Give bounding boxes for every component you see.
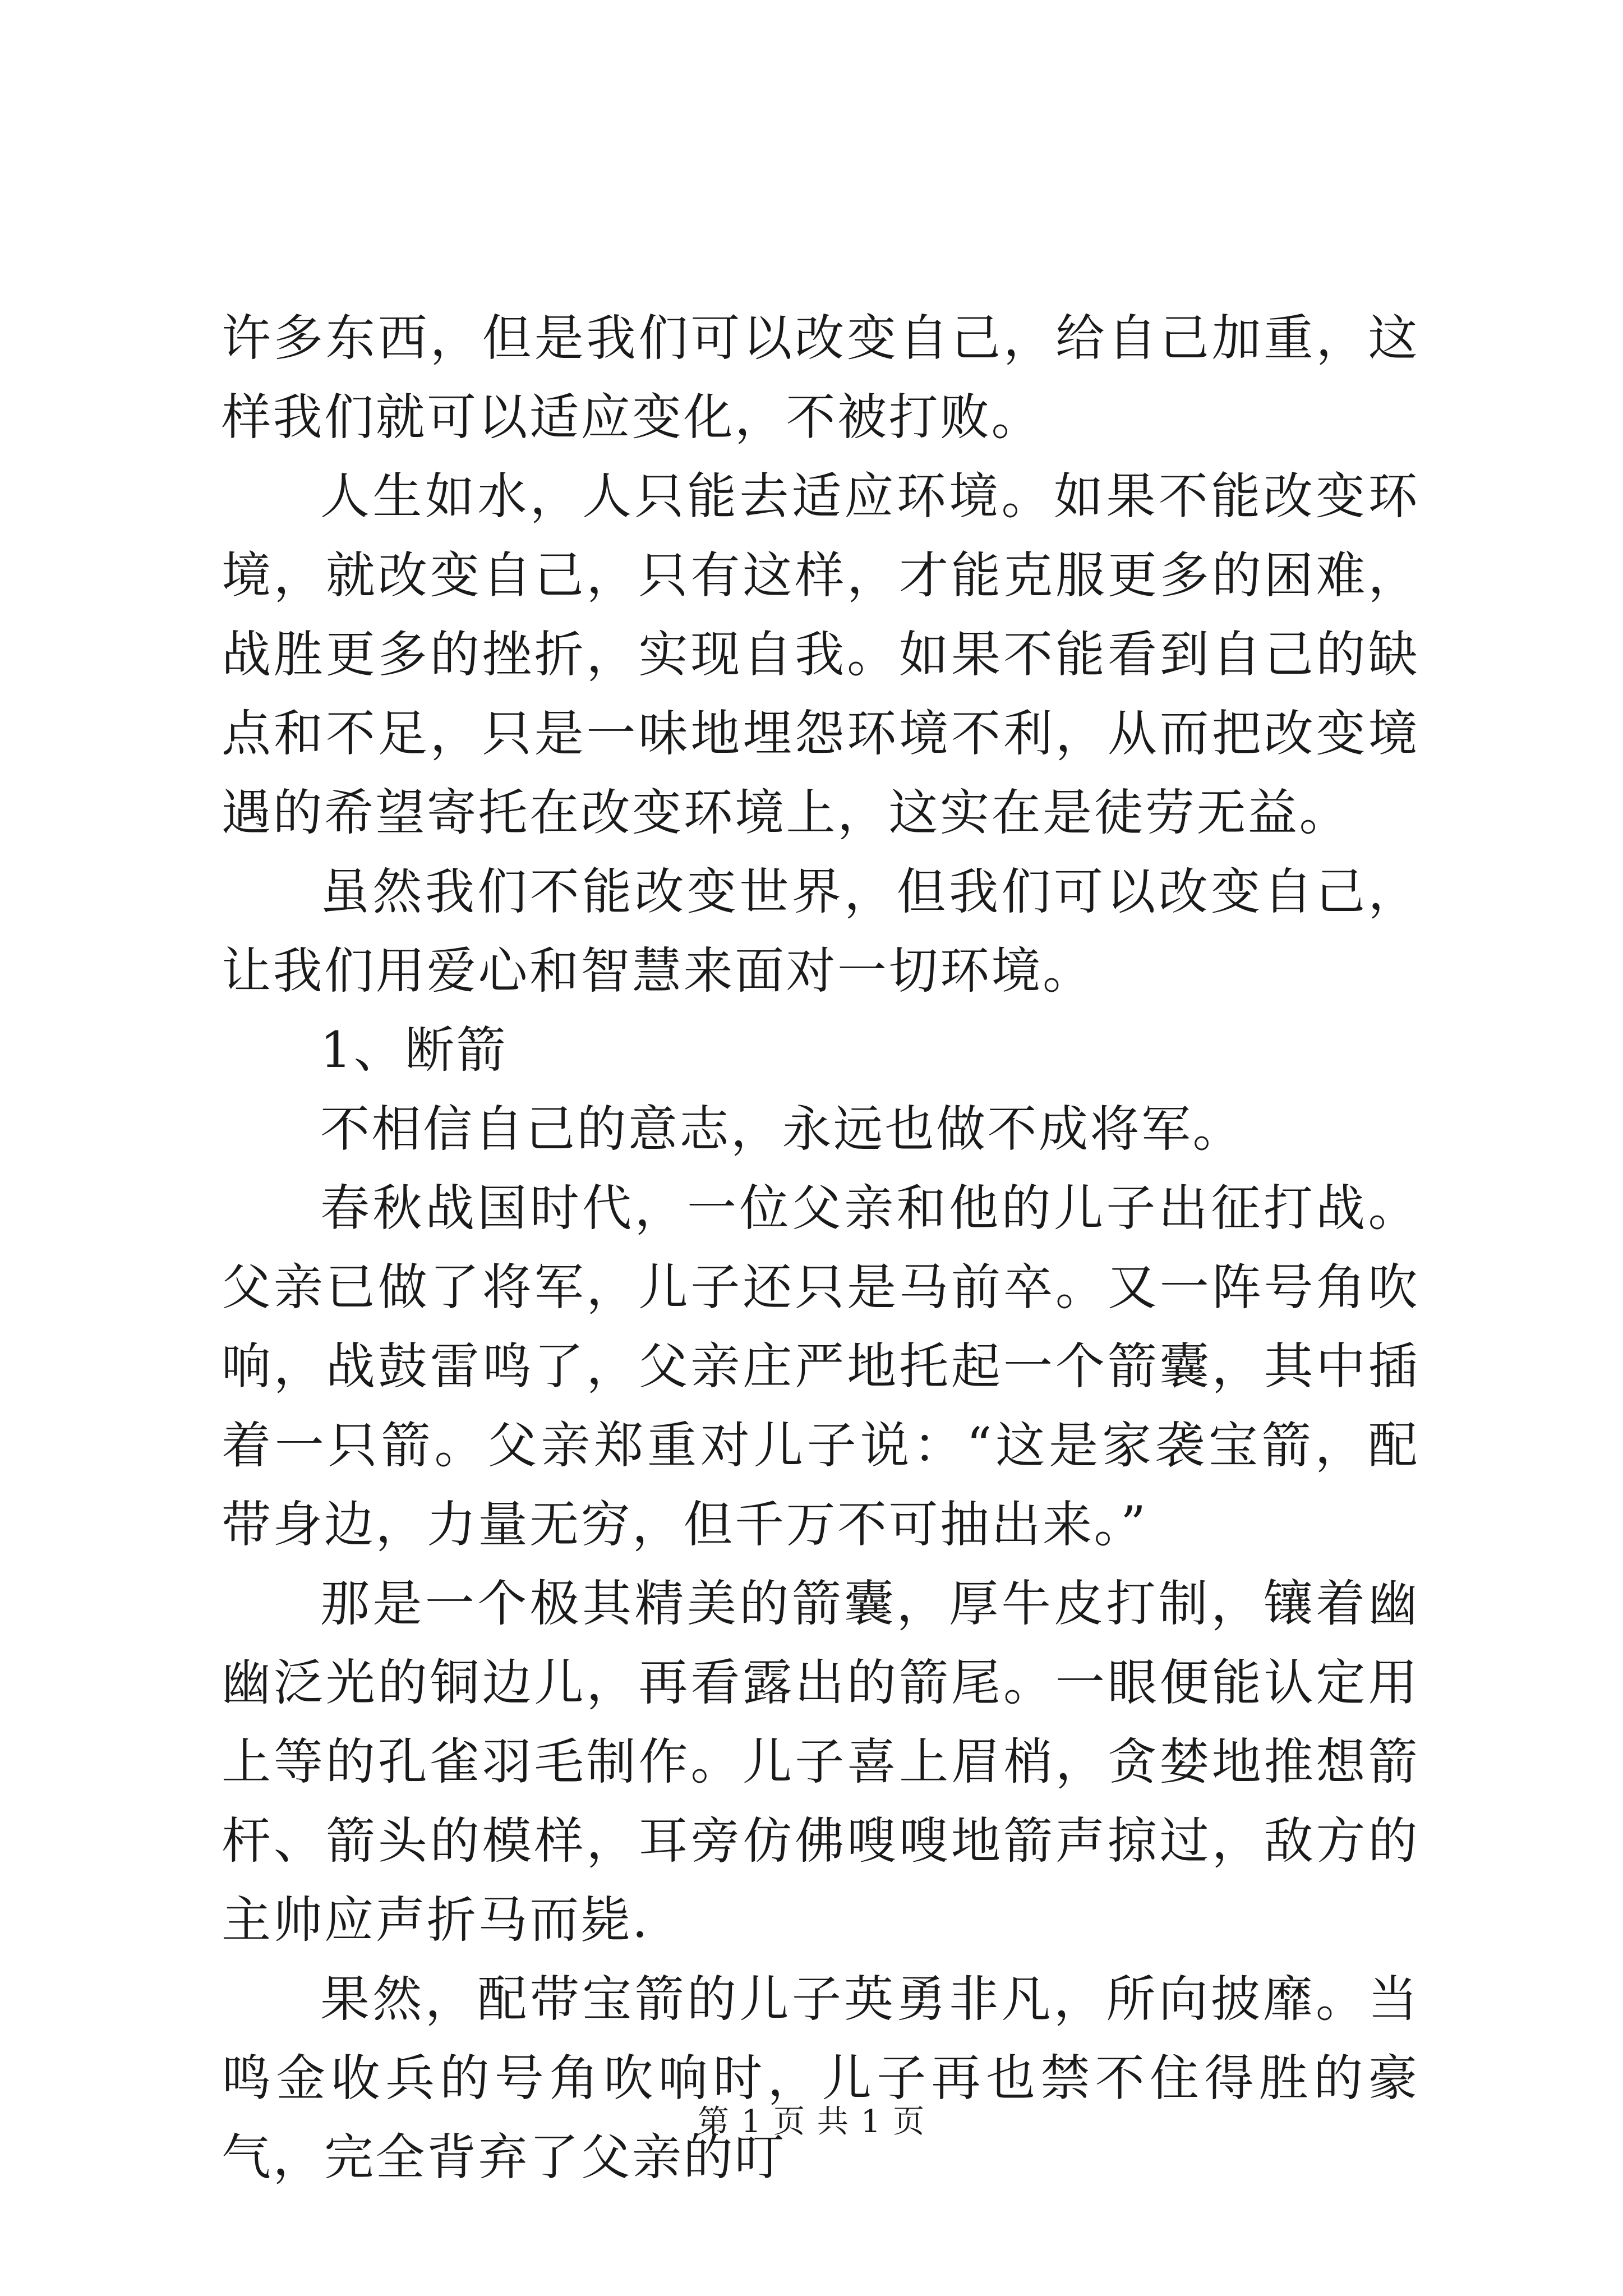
paragraph-3: 虽然我们不能改变世界，但我们可以改变自己，让我们用爱心和智慧来面对一切环境。	[222, 863, 1419, 1000]
paragraph-7: 那是一个极其精美的箭囊，厚牛皮打制，镶着幽幽泛光的铜边儿，再看露出的箭尾。一眼便能认定用上等的孔雀羽毛制作。儿子喜上眉梢，贪婪地推想箭杆、箭头的模样，耳旁仿佛嗖嗖地箭声掠过，敌方的主帅应声折马而毙.	[222, 1575, 1419, 1949]
paragraph-6: 春秋战国时代，一位父亲和他的儿子出征打战。父亲已做了将军，儿子还只是马前卒。又一阵号角吹响，战鼓雷鸣了，父亲庄严地托起一个箭囊，其中插着一只箭。父亲郑重对儿子说：“这是家袭宝箭，配带身边，力量无穷，但千万不可抽出来。”	[222, 1179, 1419, 1553]
paragraph-2: 人生如水，人只能去适应环境。如果不能改变环境，就改变自己，只有这样，才能克服更多的困难，战胜更多的挫折，实现自我。如果不能看到自己的缺点和不足，只是一味地埋怨环境不利，从而把改变境遇的希望寄托在改变环境上，这实在是徒劳无益。	[222, 467, 1419, 841]
paragraph-5: 不相信自己的意志，永远也做不成将军。	[320, 1100, 1244, 1158]
paragraph-1: 许多东西，但是我们可以改变自己，给自己加重，这样我们就可以适应变化，不被打败。	[222, 309, 1419, 446]
section-heading: 1、断箭	[320, 1021, 508, 1079]
page-footer: 第 1 页 共 1 页	[697, 2104, 926, 2140]
document-body	[222, 298, 1419, 2197]
paragraph-8: 果然，配带宝箭的儿子英勇非凡，所向披靡。当鸣金收兵的号角吹响时，儿子再也禁不住得胜的豪气，完全背弃了父亲的叮	[222, 1970, 1419, 2186]
